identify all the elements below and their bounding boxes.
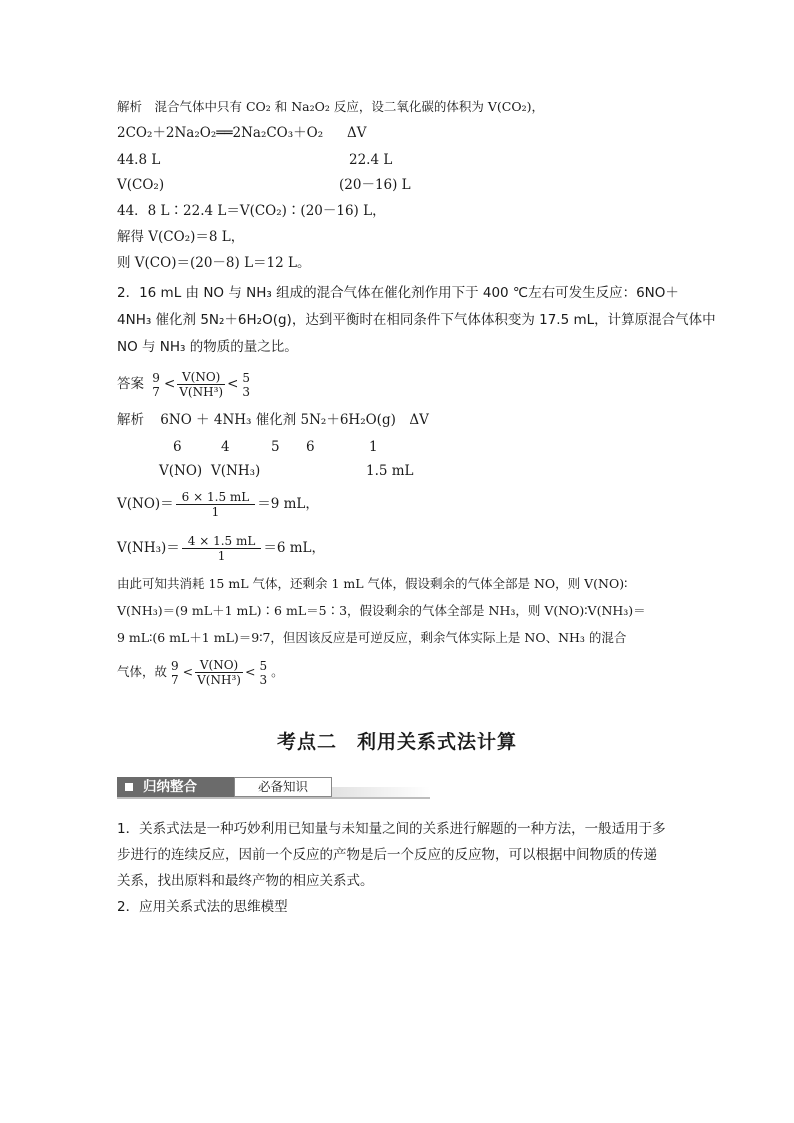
answer2 [117, 366, 254, 402]
knowledge-line: 2．应用关系式法的思维模型 [117, 899, 288, 915]
problem2-line1: 2．16 mL 由 NO 与 NH₃ 组成的混合气体在催化剂作用下于 400 ℃左右可发生反应：6NO＋ [117, 285, 679, 301]
solution2-para2: V(NH₃)＝(9 mL＋1 mL)∶6 mL＝5∶3，假设剩余的气体全部是 NH₃，则 V(NO)∶V(NH₃)＝ [117, 603, 646, 618]
calc-fraction [176, 490, 256, 519]
v-no-label: V(NO) [159, 463, 203, 479]
frac-den: 7 [152, 384, 160, 399]
fraction-vno-vnh3 [177, 370, 225, 399]
frac-num: 5 [242, 370, 251, 385]
fraction-5-3 [257, 659, 269, 687]
less-than: < [163, 376, 176, 392]
frac-num: 9 [152, 370, 160, 385]
value-22-4: 22.4 L [349, 152, 393, 168]
coef-n2: 5 [271, 439, 280, 455]
frac-den: 3 [259, 672, 268, 687]
equation-text: 2CO₂＋2Na₂O₂══2Na₂CO₃＋O₂ [117, 125, 324, 141]
tag-knowledge: 必备知识 [234, 777, 332, 797]
fraction-vno-vnh3 [195, 658, 243, 687]
knowledge-line: 关系，找出原料和最终产物的相应关系式。 [117, 873, 374, 889]
solution2-label: 解析 [117, 412, 144, 428]
solution1-conclusion: 则 V(CO)＝(20－8) L＝12 L。 [117, 255, 311, 271]
frac-den: 3 [242, 384, 251, 399]
dv-value: 1.5 mL [366, 463, 414, 479]
frac-num: 4 × 1.5 mL [182, 534, 262, 549]
calc-v-nh3 [117, 530, 325, 566]
para4-prefix: 气体，故 [117, 664, 168, 679]
calc-lhs: V(NO)＝ [117, 496, 174, 512]
section-tag-bar [117, 777, 430, 799]
para4-end: 。 [271, 664, 284, 679]
fraction-9-7 [169, 659, 181, 687]
frac-num: V(NO) [195, 658, 243, 673]
frac-den: V(NH³) [179, 385, 224, 399]
answer-label: 答案 [117, 376, 144, 392]
solution1-proportion: 44．8 L∶22.4 L＝V(CO₂)∶(20－16) L， [117, 203, 386, 219]
solution2-equation [117, 410, 429, 430]
coef-no: 6 [173, 439, 182, 455]
tag-bar-fade [332, 787, 430, 797]
frac-num: V(NO) [177, 370, 225, 385]
v-nh3-label: V(NH₃) [211, 463, 261, 479]
less-than: < [227, 376, 239, 392]
problem2-line2: 4NH₃ 催化剂 5N₂＋6H₂O(g)，达到平衡时在相同条件下气体体积变为 17.5 mL，计算原混合气体中 [117, 312, 716, 328]
less-than: < [182, 664, 194, 679]
frac-den: V(NH³) [197, 673, 241, 687]
solution1-row2 [117, 150, 517, 170]
section-title: 考点二 利用关系式法计算 [276, 731, 517, 753]
knowledge-line: 步进行的连续反应，因前一个反应的产物是后一个反应的反应物，可以根据中间物质的传递 [117, 847, 657, 863]
solution2-para1: 由此可知共消耗 15 mL 气体，还剩余 1 mL 气体，假设剩余的气体全部是 NO，则 V(NO)∶ [117, 576, 628, 591]
fraction-9-7 [150, 371, 162, 399]
tag-summary [117, 777, 234, 797]
problem2-line3: NO 与 NH₃ 的物质的量之比。 [117, 339, 298, 355]
knowledge-line: 1．关系式法是一种巧妙利用已知量与未知量之间的关系进行解题的一种方法，一般适用于多 [117, 821, 666, 837]
solution2-para4 [117, 654, 284, 690]
volume-change: (20－16) L [339, 177, 411, 193]
calc-rhs: ＝6 mL， [263, 540, 326, 556]
calc-v-no [117, 486, 319, 522]
calc-lhs: V(NH₃)＝ [117, 540, 180, 556]
delta-v-label: ΔV [347, 125, 367, 141]
knowledge-text [117, 816, 682, 920]
coef-nh3: 4 [221, 439, 230, 455]
tag-bar-underline [117, 797, 430, 799]
solution1-row3 [117, 175, 517, 195]
frac-den: 1 [217, 549, 226, 563]
value-44-8: 44.8 L [117, 152, 161, 168]
solution2-para3: 9 mL∶(6 mL＋1 mL)＝9∶7，但因该反应是可逆反应，剩余气体实际上是 NO、NH₃ 的混合 [117, 630, 627, 645]
square-bullet-icon [125, 783, 133, 791]
frac-num: 9 [171, 658, 179, 673]
coef-h2o: 6 [306, 439, 315, 455]
calc-fraction [182, 534, 262, 563]
frac-den: 1 [211, 505, 220, 519]
frac-den: 7 [171, 672, 179, 687]
solution1-result: 解得 V(CO₂)＝8 L， [117, 229, 245, 245]
solution1-equation [117, 123, 367, 143]
solution1-intro: 解析 混合气体中只有 CO₂ 和 Na₂O₂ 反应，设二氧化碳的体积为 V(CO₂)， [117, 99, 544, 114]
frac-num: 5 [259, 658, 268, 673]
less-than: < [244, 664, 256, 679]
solution2-eq-text: 6NO ＋ 4NH₃ 催化剂 5N₂＋6H₂O(g) ΔV [160, 412, 429, 428]
calc-rhs: ＝9 mL， [257, 496, 319, 512]
fraction-5-3 [240, 371, 252, 399]
v-co2-label: V(CO₂) [117, 177, 165, 193]
coef-dv: 1 [369, 439, 378, 455]
frac-num: 6 × 1.5 mL [176, 490, 256, 505]
tag-summary-label: 归纳整合 [143, 779, 197, 795]
